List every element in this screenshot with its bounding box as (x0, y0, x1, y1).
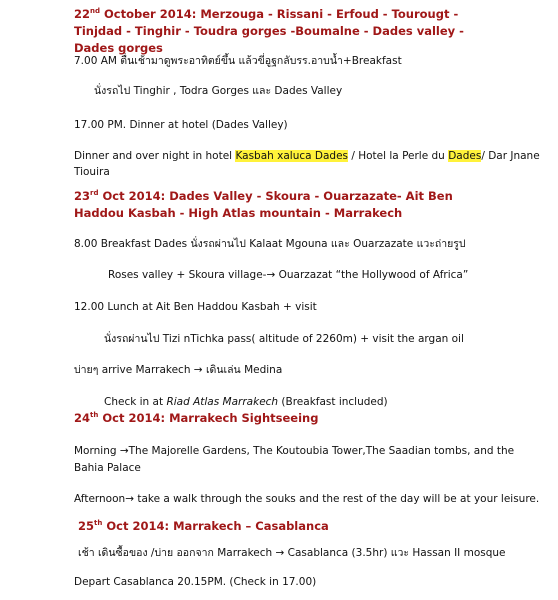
heading-text: Oct 2014: Dades Valley - Skoura - Ouarzazate- Ait Ben Haddou Kasbah - High Atlas mountain - Marrakech (74, 189, 453, 220)
heading-day: 23 (74, 189, 91, 203)
heading-text: Oct 2014: Marrakech – Casablanca (102, 519, 329, 533)
day-heading-23-oct (74, 188, 474, 222)
heading-day: 25 (78, 519, 95, 533)
itinerary-line: Tiouira (74, 166, 110, 178)
itinerary-line: Depart Casablanca 20.15PM. (Check in 17.00) (74, 576, 317, 588)
heading-day: 22 (74, 7, 91, 21)
itinerary-line: เช้า เดินซื้อของ /บ่าย ออกจาก Marrakech → Casablanca (3.5hr) แวะ Hassan II mosque (78, 547, 506, 559)
text-run: (Breakfast included) (278, 396, 388, 408)
heading-text: October 2014: Merzouga - Rissani - Erfoud - Tourougt -Tinjdad - Tinghir - Toudra gorges -Boumalne - Dades valley - Dades gorges (74, 7, 464, 55)
heading-ordinal: th (94, 519, 103, 527)
text-run: / Hotel la Perle du (348, 150, 449, 162)
itinerary-line: 12.00 Lunch at Ait Ben Haddou Kasbah + visit (74, 301, 317, 313)
itinerary-line: 8.00 Breakfast Dades นั่งรถผ่านไป Kalaat Mgouna และ Ouarzazate แวะถ่ายรูป (74, 238, 466, 250)
heading-ordinal: nd (90, 7, 101, 15)
itinerary-line: Afternoon→ take a walk through the souks and the rest of the day will be at your leisure. (74, 493, 540, 505)
itinerary-line (104, 394, 388, 410)
text-run: Dinner and over night in hotel (74, 150, 236, 162)
text-run: Check in at (104, 396, 167, 408)
highlighted-word: Dades (448, 150, 482, 162)
day-heading-24-oct (74, 410, 494, 427)
itinerary-line: Bahia Palace (74, 462, 141, 474)
text-run: / Dar Jnane (481, 150, 540, 162)
itinerary-line: นั่งรถผ่านไป Tizi nTichka pass( altitude of 2260m) + visit the argan oil (104, 333, 464, 345)
itinerary-line: Morning →The Majorelle Gardens, The Koutoubia Tower,The Saadian tombs, and the (74, 445, 515, 457)
itinerary-line: 7.00 AM ตื่นเช้ามาดูพระอาทิตย์ขึ้น แล้วขี่อูฐกลับรร.อาบน้ำ+Breakfast (74, 55, 402, 67)
heading-ordinal: th (90, 411, 99, 419)
itinerary-line: Roses valley + Skoura village-→ Ouarzazat “the Hollywood of Africa” (108, 269, 469, 281)
day-heading-25-oct (78, 518, 498, 535)
highlighted-hotel: Kasbah xaluca Dades (235, 150, 349, 162)
riad-name: Riad Atlas Marrakech (166, 396, 279, 408)
itinerary-line: บ่ายๆ arrive Marrakech → เดินเล่น Medina (74, 364, 283, 376)
itinerary-line: 17.00 PM. Dinner at hotel (Dades Valley) (74, 119, 288, 131)
itinerary-line (74, 148, 540, 164)
heading-ordinal: rd (90, 189, 99, 197)
heading-day: 24 (74, 411, 91, 425)
itinerary-line: นั่งรถไป Tinghir , Todra Gorges และ Dades Valley (94, 85, 343, 97)
heading-text: Oct 2014: Marrakech Sightseeing (98, 411, 319, 425)
day-heading-22-oct (74, 6, 494, 57)
